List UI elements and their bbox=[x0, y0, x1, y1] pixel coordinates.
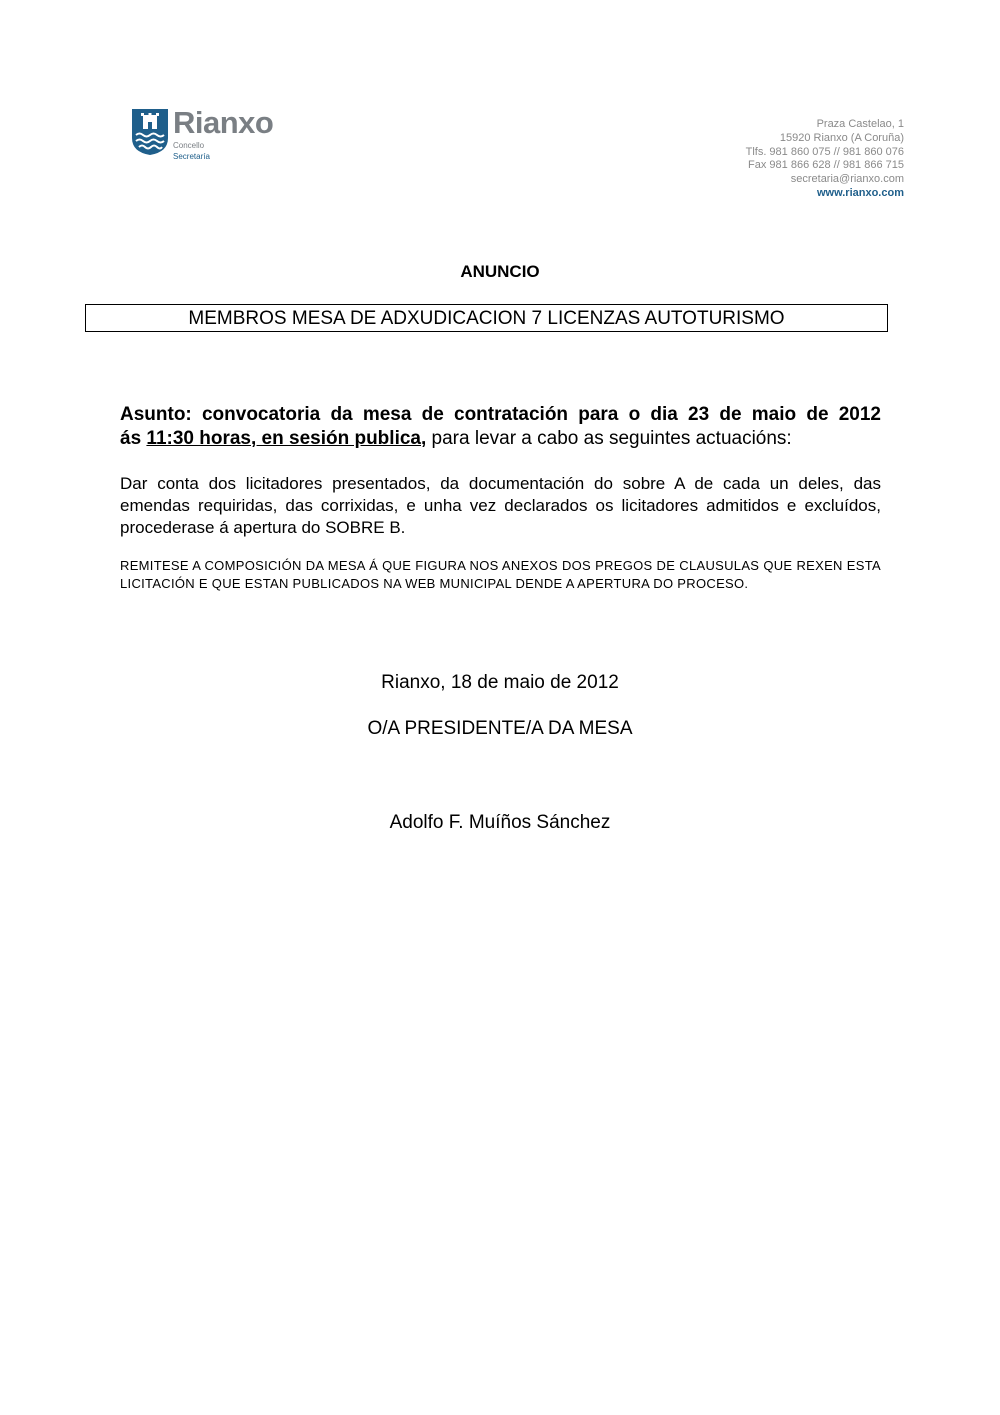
signer-role: O/A PRESIDENTE/A DA MESA bbox=[367, 718, 633, 739]
address-line: Praza Castelao, 1 bbox=[816, 118, 904, 130]
fax-line: Fax 981 866 628 // 981 866 715 bbox=[748, 159, 904, 172]
subject-prefix: ás bbox=[120, 428, 147, 449]
email-line: secretaria@rianxo.com bbox=[790, 173, 904, 186]
logo-subtitle: Concello bbox=[173, 141, 205, 150]
boxed-heading: MEMBROS MESA DE ADXUDICACION 7 LICENZAS AUTOTURISMO bbox=[85, 304, 888, 332]
phone-line: Tlfs. 981 860 075 // 981 860 076 bbox=[745, 145, 904, 158]
website-link[interactable]: www.rianxo.com bbox=[816, 186, 904, 199]
concello-logo bbox=[131, 105, 301, 168]
subject-paragraph bbox=[120, 403, 881, 451]
body-paragraph: Dar conta dos licitadores presentados, da documentación do sobre A de cada un deles, das emendas requiridas, das corrixidas, e unha vez declarados os licitadores admitidos e excluídos, procederase á apertura do SOBRE B. bbox=[120, 474, 881, 537]
subject-time: 11:30 horas, en sesión publica, bbox=[146, 428, 427, 449]
subject-rest: para levar a cabo as seguintes actuacións: bbox=[426, 428, 792, 449]
address-line: 15920 Rianxo (A Coruña) bbox=[779, 131, 904, 144]
subject-line-2 bbox=[120, 427, 881, 451]
rianxo-shield-icon bbox=[131, 108, 169, 156]
remit-note: REMITESE A COMPOSICIÓN DA MESA Á QUE FIGURA NOS ANEXOS DOS PREGOS DE CLAUSULAS QUE REXEN ESTA LICITACIÓN E QUE ESTAN PUBLICADOS NA WEB MUNICIPAL DENDE A APERTURA DO PROCESO. bbox=[120, 558, 881, 591]
contact-address bbox=[746, 118, 904, 201]
signer-name: Adolfo F. Muíños Sánchez bbox=[389, 812, 611, 833]
logo-wordmark: Rianxo bbox=[173, 105, 274, 140]
date-line: Rianxo, 18 de maio de 2012 bbox=[381, 672, 619, 693]
logo-department: Secretaría bbox=[173, 152, 210, 161]
document-title: ANUNCIO bbox=[460, 262, 540, 281]
subject-line-1: Asunto: convocatoria da mesa de contratación para o dia 23 de maio de 2012 bbox=[120, 404, 881, 425]
